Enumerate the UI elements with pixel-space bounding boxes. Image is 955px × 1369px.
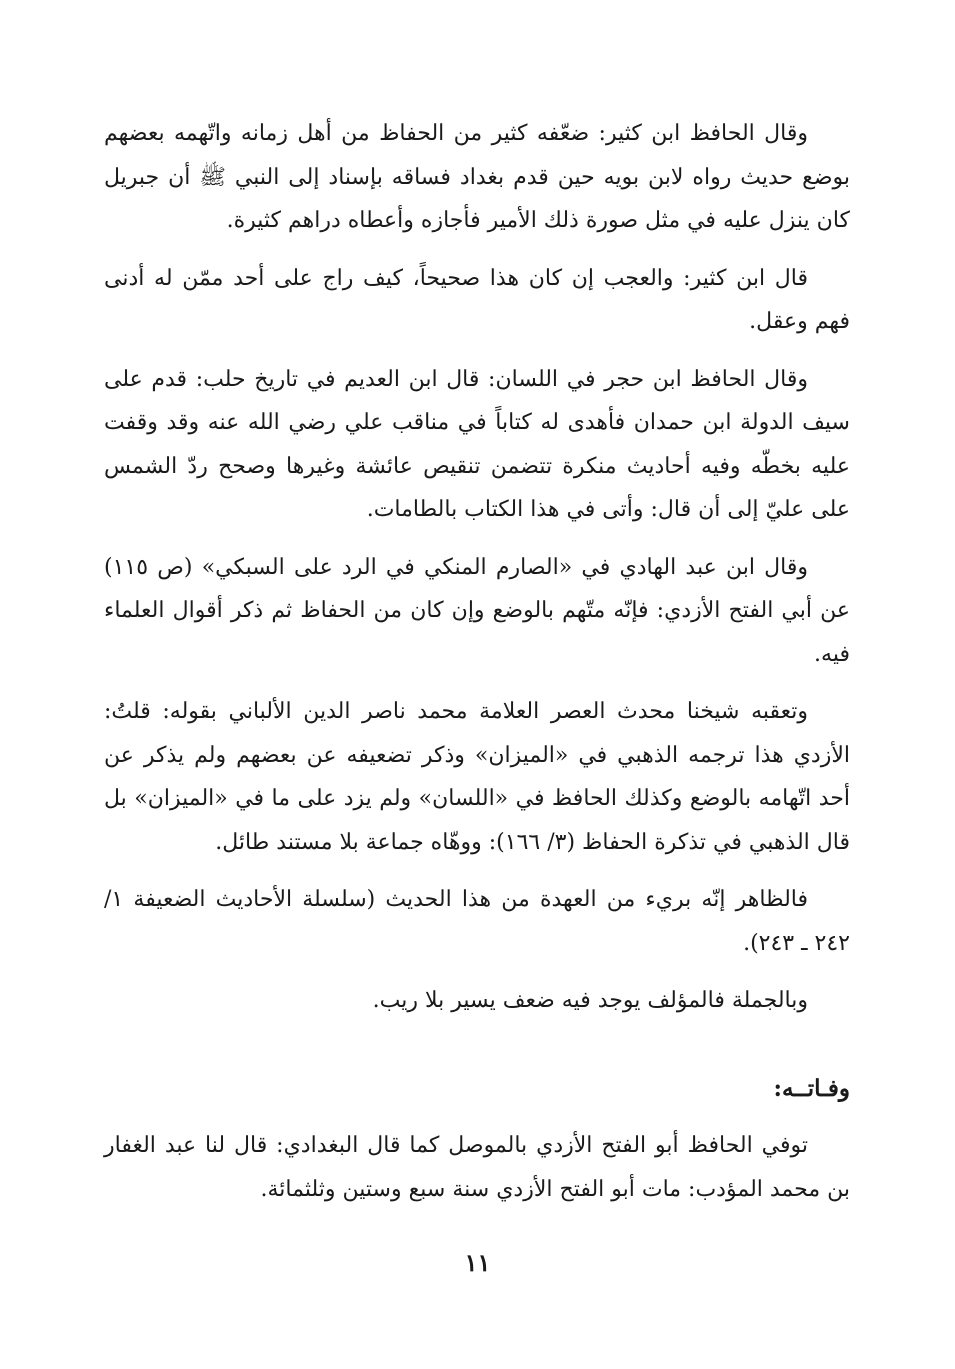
paragraph-ibn-hajar: وقال الحافظ ابن حجر في اللسان: قال ابن العديم في تاريخ حلب: قدم على سيف الدولة ابن حمدان فأهدى له كتاباً في مناقب علي رضي الله عنه وقد وقفت عليه بخطّه وفيه أحاديث منكرة تتضمن تنقيص عائشة وغيرها وصحح ردّ الشمس على عليّ إلى أن قال: وأتى في هذا الكتاب بالطامات. [104,366,850,522]
paragraph-conclusion: فالظاهر إنّه بريء من العهدة من هذا الحديث (سلسلة الأحاديث الضعيفة ١/ ٢٤٢ ـ ٢٤٣). [104,887,850,956]
paragraph-summary: وبالجملة فالمؤلف يوجد فيه ضعف يسير بلا ريب. [372,988,808,1013]
paragraph-albani: وتعقبه شيخنا محدث العصر العلامة محمد ناصر الدين الألباني بقوله: قلتُ: الأزدي هذا ترجمه الذهبي في «الميزان» وذكر تضعيفه عن بعضهم ولم يذكر عن أحد اتّهامه بالوضع وكذلك الحافظ في «اللسان» ولم يزد على ما في «الميزان» بل قال الذهبي في تذكرة الحفاظ (٣/ ١٦٦): ووهّاه جماعة بلا مستند طائل. [104,699,850,855]
paragraph-death: توفي الحافظ أبو الفتح الأزدي بالموصل كما قال البغدادي: قال لنا عبد الغفار بن محمد المؤدب: مات أبو الفتح الأزدي سنة سبع وستين وثلثمائة. [104,1133,850,1202]
paragraph-ibn-kathir: وقال الحافظ ابن كثير: ضعّفه كثير من الحفاظ من أهل زمانه واتّهمه بعضهم بوضع حديث رواه لابن بويه حين قدم بغداد فساقه بإسناد إلى النبي ﷺ أن جبريل كان ينزل عليه في مثل صورة ذلك الأمير فأجازه وأعطاه دراهم كثيرة. [104,121,850,233]
page-number: ١١ [464,1248,491,1277]
page-body [104,112,850,1225]
section-heading-death: وفـاتــه: [773,1074,850,1102]
paragraph-ibn-kathir-wonder: قال ابن كثير: والعجب إن كان هذا صحيحاً، كيف راج على أحد ممّن له أدنى فهم وعقل. [104,265,850,334]
paragraph-ibn-abd-alhadi: وقال ابن عبد الهادي في «الصارم المنكي في الرد على السبكي» (ص ١١٥) عن أبي الفتح الأزدي: فإنّه متّهم بالوضع وإن كان من الحفاظ ثم ذكر أقوال العلماء فيه. [104,554,850,667]
